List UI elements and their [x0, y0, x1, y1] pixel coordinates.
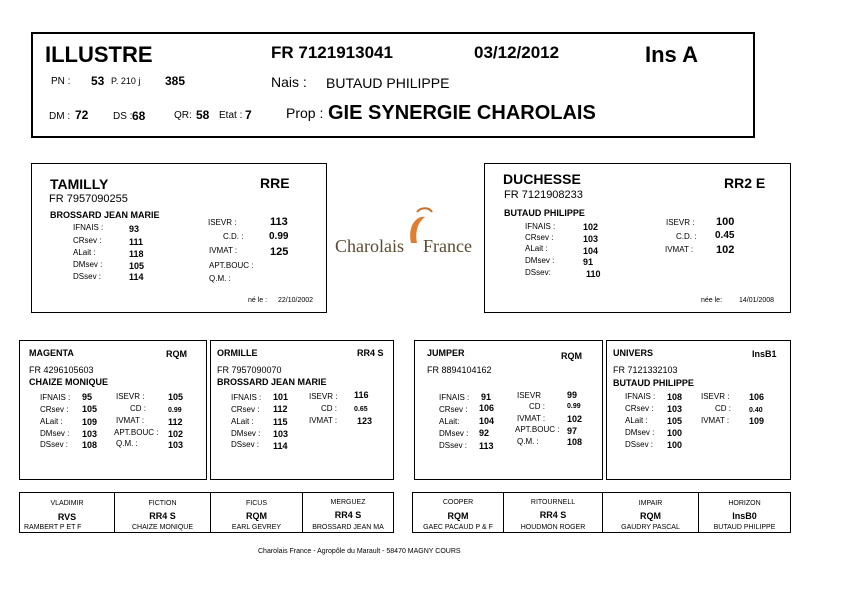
sire-crsev-label: CRsev :	[73, 236, 102, 245]
footer-address: Charolais France - Agropôle du Marault - 58470 MAGNY COURS	[258, 548, 461, 555]
gp-grade: RQM	[166, 349, 187, 359]
gp-grade: RR4 S	[357, 348, 384, 358]
gp-label: IVMAT :	[701, 416, 730, 425]
sire-id: FR 7957090255	[49, 193, 128, 205]
gp-label: IFNAIS :	[231, 393, 262, 402]
sire-isevr-label: ISEVR :	[208, 218, 237, 227]
dam-ifnais-label: IFNAIS :	[525, 222, 556, 231]
gp-value: 105	[82, 404, 98, 414]
dam-isevr: 100	[716, 216, 735, 228]
dam-alait-label: ALait :	[525, 244, 548, 253]
dam-breeder: BUTAUD PHILIPPE	[504, 208, 585, 218]
nais-value: BUTAUD PHILIPPE	[326, 75, 450, 91]
dm-value: 72	[75, 108, 89, 122]
gp-name: MAGENTA	[29, 348, 74, 358]
gp-value: 100	[667, 428, 683, 438]
gp-grade: RQM	[561, 351, 582, 361]
gp-grade: InsB1	[752, 349, 777, 359]
gp-label: ISEVR	[517, 391, 542, 400]
sire-born: 22/10/2002	[278, 297, 314, 304]
gp-label: CRsev :	[625, 404, 654, 413]
gp-id: FR 4296105603	[29, 365, 94, 375]
pn-label: PN :	[51, 76, 71, 87]
gp-value: 97	[567, 426, 578, 436]
gp-value: 103	[273, 429, 289, 439]
gp-label: APT.BOUC :	[114, 428, 159, 437]
dm-label: DM :	[49, 111, 71, 122]
gp-label: CRsev :	[439, 405, 468, 414]
gp-label: IVMAT :	[309, 416, 338, 425]
dam-crsev: 103	[583, 234, 599, 244]
etat-value: 7	[245, 108, 252, 122]
sire-born-label: né le :	[248, 297, 268, 304]
gp-name: JUMPER	[427, 348, 465, 358]
great-grandparents-left	[19, 492, 394, 533]
gp-value: 112	[273, 404, 288, 414]
sire-cd-label: C.D. :	[223, 232, 244, 241]
gp-label: CRsev :	[40, 405, 69, 414]
gp-label: DMsev :	[40, 429, 70, 438]
gp-value: 108	[567, 437, 583, 447]
sire-name: TAMILLY	[50, 176, 109, 192]
dam-isevr-label: ISEVR :	[666, 218, 695, 227]
animal-grade: Ins A	[645, 42, 698, 67]
dam-ifnais: 102	[583, 222, 599, 232]
gp-label: CD :	[529, 402, 545, 411]
ggp-breeder: BUTAUD PHILIPPE	[713, 524, 776, 531]
gp-value: 100	[667, 440, 683, 450]
dam-name: DUCHESSE	[503, 171, 581, 187]
sire-cd: 0.99	[269, 231, 289, 242]
sire-ivmat-label: IVMAT :	[209, 246, 238, 255]
gp-value: 102	[168, 429, 184, 439]
gp-value: 99	[567, 390, 578, 400]
ggp-name: FICUS	[246, 500, 267, 507]
sire-dmsev-label: DMsev :	[73, 260, 103, 269]
ggp-name: VLADIMIR	[50, 500, 84, 507]
sire-ivmat: 125	[270, 246, 289, 258]
ggp-grade: RQM	[447, 511, 469, 521]
gp-value: 114	[273, 441, 288, 451]
logo-text-left: Charolais	[335, 236, 404, 256]
ggp-cell	[303, 493, 393, 532]
dam-card	[484, 163, 791, 313]
great-grandparents-right	[412, 492, 791, 533]
gp-label: IVMAT :	[517, 414, 546, 423]
grandparent-card	[19, 340, 207, 480]
gp-label: DSsev :	[40, 440, 69, 449]
sire-qm-label: Q.M. :	[209, 274, 231, 283]
sire-ifnais: 93	[129, 224, 140, 234]
grandparent-card	[414, 340, 603, 480]
gp-value: 105	[168, 392, 184, 402]
gp-label: IFNAIS :	[40, 393, 71, 402]
ds-value: 68	[132, 109, 146, 123]
record-date: 03/12/2012	[474, 43, 560, 62]
sire-dssev-label: DSsev :	[73, 272, 102, 281]
gp-breeder: CHAIZE MONIQUE	[29, 377, 109, 387]
gp-label: ISEVR :	[116, 392, 145, 401]
dam-alait: 104	[583, 246, 599, 256]
ggp-cell	[699, 493, 790, 532]
sire-alait-label: ALait :	[73, 248, 96, 257]
gp-value: 0.40	[749, 407, 763, 414]
logo-text-right: France	[423, 236, 472, 256]
p210-value: 385	[165, 74, 186, 88]
ds-label: DS :	[113, 111, 133, 122]
ggp-cell	[413, 493, 504, 532]
p210-label: P. 210 j	[111, 76, 141, 86]
gp-value: 103	[667, 404, 683, 414]
gp-value: 91	[481, 392, 492, 402]
gp-value: 113	[479, 441, 494, 451]
ggp-cell	[211, 493, 303, 532]
gp-value: 0.99	[567, 403, 581, 410]
sire-aptbouc-label: APT.BOUC :	[209, 261, 254, 270]
qr-value: 58	[196, 108, 210, 122]
gp-label: DSsev :	[625, 440, 654, 449]
gp-label: CD :	[130, 404, 146, 413]
ggp-breeder: RAMBERT P ET F	[24, 524, 82, 531]
ggp-cell	[115, 493, 211, 532]
gp-label: ISEVR :	[309, 392, 338, 401]
dam-cd: 0.45	[715, 230, 735, 241]
gp-value: 104	[479, 416, 495, 426]
gp-label: ISEVR :	[701, 392, 730, 401]
gp-label: Q.M. :	[116, 439, 138, 448]
dam-dmsev-label: DMsev :	[525, 256, 555, 265]
gp-value: 105	[667, 416, 683, 426]
gp-label: IVMAT :	[116, 416, 145, 425]
gp-value: 108	[82, 440, 98, 450]
ggp-name: RITOURNELL	[530, 499, 576, 506]
gp-label: DSsev :	[231, 440, 260, 449]
ggp-breeder: HOUDMON ROGER	[520, 524, 586, 531]
gp-id: FR 8894104162	[427, 365, 492, 375]
prop-value: GIE SYNERGIE CHAROLAIS	[328, 102, 596, 124]
sire-alait: 118	[129, 249, 144, 259]
sire-ifnais-label: IFNAIS :	[73, 223, 104, 232]
dam-ivmat: 102	[716, 244, 735, 256]
gp-value: 109	[82, 417, 98, 427]
dam-born: 14/01/2008	[739, 297, 775, 304]
pn-value: 53	[91, 74, 105, 88]
gp-value: 101	[273, 392, 289, 402]
ggp-grade: InsB0	[732, 511, 757, 521]
gp-label: CD :	[321, 404, 337, 413]
animal-id: FR 7121913041	[271, 43, 393, 62]
ggp-grade: RQM	[246, 511, 267, 521]
ggp-grade: RR4 S	[334, 510, 362, 520]
gp-label: DMsev :	[625, 428, 655, 437]
gp-name: UNIVERS	[613, 348, 654, 358]
ggp-name: FICTION	[148, 500, 177, 507]
gp-value: 95	[82, 392, 93, 402]
gp-label: IFNAIS :	[439, 393, 470, 402]
animal-name: ILLUSTRE	[45, 42, 153, 67]
sire-crsev: 111	[129, 237, 144, 247]
ggp-name: COOPER	[442, 499, 474, 506]
sire-isevr: 113	[270, 216, 288, 228]
prop-label: Prop :	[286, 105, 324, 121]
etat-label: Etat :	[219, 110, 243, 121]
gp-label: DSsev :	[439, 441, 468, 450]
gp-label: CRsev :	[231, 405, 260, 414]
gp-value: 106	[479, 403, 495, 413]
ggp-breeder: EARL GEVREY	[231, 524, 282, 531]
ggp-cell	[603, 493, 699, 532]
gp-value: 103	[82, 429, 98, 439]
gp-value: 116	[354, 390, 369, 400]
ggp-grade: RQM	[640, 511, 661, 521]
gp-label: IFNAIS :	[625, 392, 656, 401]
ggp-breeder: BROSSARD JEAN MA	[312, 524, 384, 531]
gp-breeder: BROSSARD JEAN MARIE	[217, 377, 327, 387]
ggp-name: HORIZON	[728, 500, 761, 507]
sire-grade: RRE	[260, 175, 290, 191]
gp-label: DMsev :	[231, 429, 261, 438]
ggp-name: IMPAIR	[638, 500, 663, 507]
dam-crsev-label: CRsev :	[525, 233, 554, 242]
gp-value: 0.65	[354, 406, 368, 413]
gp-label: ALait :	[40, 417, 63, 426]
sire-dmsev: 105	[129, 261, 145, 271]
ggp-cell	[20, 493, 115, 532]
charolais-france-logo	[333, 205, 478, 261]
gp-label: ALait :	[625, 416, 648, 425]
gp-label: ALait :	[231, 417, 254, 426]
sire-breeder: BROSSARD JEAN MARIE	[50, 210, 160, 220]
ggp-grade: RR4 S	[149, 511, 176, 521]
qr-label: QR:	[174, 110, 192, 121]
gp-breeder: BUTAUD PHILIPPE	[613, 378, 694, 388]
dam-dssev-label: DSsev:	[525, 268, 551, 277]
dam-born-label: née le:	[701, 297, 723, 304]
gp-id: FR 7957090070	[217, 365, 282, 375]
dam-dssev: 110	[586, 269, 601, 279]
ggp-breeder: CHAIZE MONIQUE	[131, 524, 194, 531]
header-box	[31, 32, 755, 138]
gp-label: ALait:	[439, 417, 460, 426]
dam-id: FR 7121908233	[504, 189, 583, 201]
grandparent-card	[210, 340, 394, 480]
ggp-breeder: GAEC PACAUD P & F	[423, 524, 493, 531]
gp-value: 92	[479, 428, 490, 438]
gp-id: FR 7121332103	[613, 365, 678, 375]
ggp-grade: RVS	[57, 512, 77, 522]
sire-card	[31, 163, 327, 313]
gp-value: 0.99	[168, 407, 182, 414]
grandparent-card	[606, 340, 791, 480]
gp-value: 123	[357, 416, 373, 426]
gp-label: APT.BOUC :	[515, 425, 560, 434]
gp-value: 102	[567, 414, 583, 424]
gp-value: 112	[168, 417, 183, 427]
gp-value: 115	[273, 417, 288, 427]
sire-dssev: 114	[129, 272, 144, 282]
gp-name: ORMILLE	[217, 348, 258, 358]
gp-label: DMsev :	[439, 429, 469, 438]
dam-dmsev: 91	[583, 257, 594, 267]
gp-value: 108	[667, 392, 683, 402]
gp-value: 103	[168, 440, 184, 450]
gp-label: CD :	[715, 404, 731, 413]
dam-ivmat-label: IVMAT :	[665, 245, 694, 254]
ggp-cell	[504, 493, 603, 532]
dam-cd-label: C.D. :	[676, 232, 697, 241]
gp-label: Q.M. :	[517, 437, 539, 446]
gp-value: 106	[749, 392, 765, 402]
ggp-name: MERGUEZ	[330, 499, 366, 506]
nais-label: Nais :	[271, 74, 307, 90]
ggp-grade: RR4 S	[539, 510, 567, 520]
dam-grade: RR2 E	[724, 175, 766, 191]
gp-value: 109	[749, 416, 765, 426]
ggp-breeder: GAUDRY PASCAL	[621, 524, 680, 531]
